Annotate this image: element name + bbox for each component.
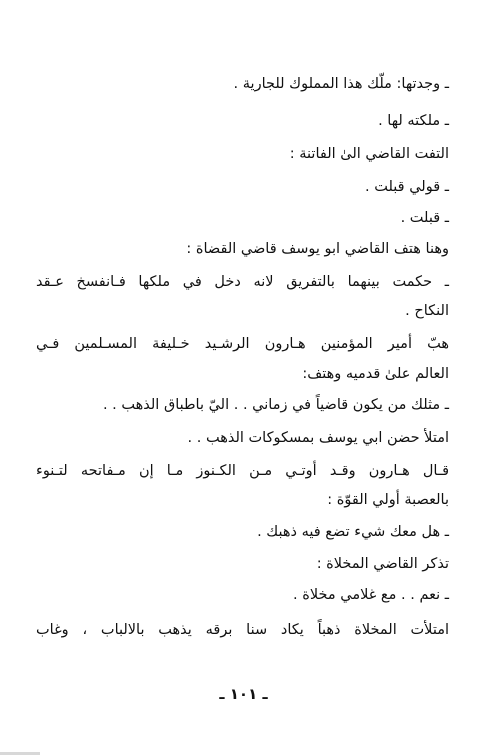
- text-line-6: وهنا هتف القاضي ابو يوسف قاضي القضاة :: [186, 241, 449, 257]
- text-line-4: ـ قولي قبلت .: [365, 179, 449, 195]
- text-line-5: ـ قبلت .: [400, 210, 449, 226]
- text-line-13: قـال هـارون وقـد أوتـي مـن الكـنوز مـا إن مـفاتحه لتـنوء: [36, 463, 449, 479]
- text-line-17: ـ نعم . . مع غلامي مخلاة .: [293, 587, 449, 603]
- text-line-3: التفت القاضي الىٰ الفاتنة :: [289, 146, 449, 162]
- text-line-10: العالم علىٰ قدميه وهتف:: [302, 366, 449, 382]
- text-line-14: بالعصبة أولي القوّة :: [327, 492, 449, 508]
- text-line-8: النكاح .: [405, 303, 449, 319]
- text-line-18: امتلأت المخلاة ذهباً يكاد سنا برقه يذهب بالالباب ، وغاب: [36, 622, 449, 638]
- page-number: ـ ١٠١ ـ: [219, 685, 268, 703]
- text-line-11: ـ مثلك من يكون قاضياً في زماني . . اليّ باطباق الذهب . .: [102, 397, 449, 413]
- text-line-1: ـ وجدتها: ملّك هذا المملوك للجارية .: [233, 76, 449, 92]
- text-line-7: ـ حكمت بينهما بالتفريق لانه دخل في ملكها فـانفسخ عـقد: [36, 274, 449, 290]
- text-line-15: ـ هل معك شيء تضع فيه ذهبك .: [257, 524, 449, 540]
- text-line-16: تذكر القاضي المخلاة :: [316, 556, 449, 572]
- text-line-12: امتلأ حضن ابي يوسف بمسكوكات الذهب . .: [187, 430, 449, 446]
- text-line-9: هبّ أمير المؤمنين هـارون الرشـيد خـليفة المسـلمين فـي: [36, 336, 449, 352]
- text-line-2: ـ ملكته لها .: [378, 113, 449, 129]
